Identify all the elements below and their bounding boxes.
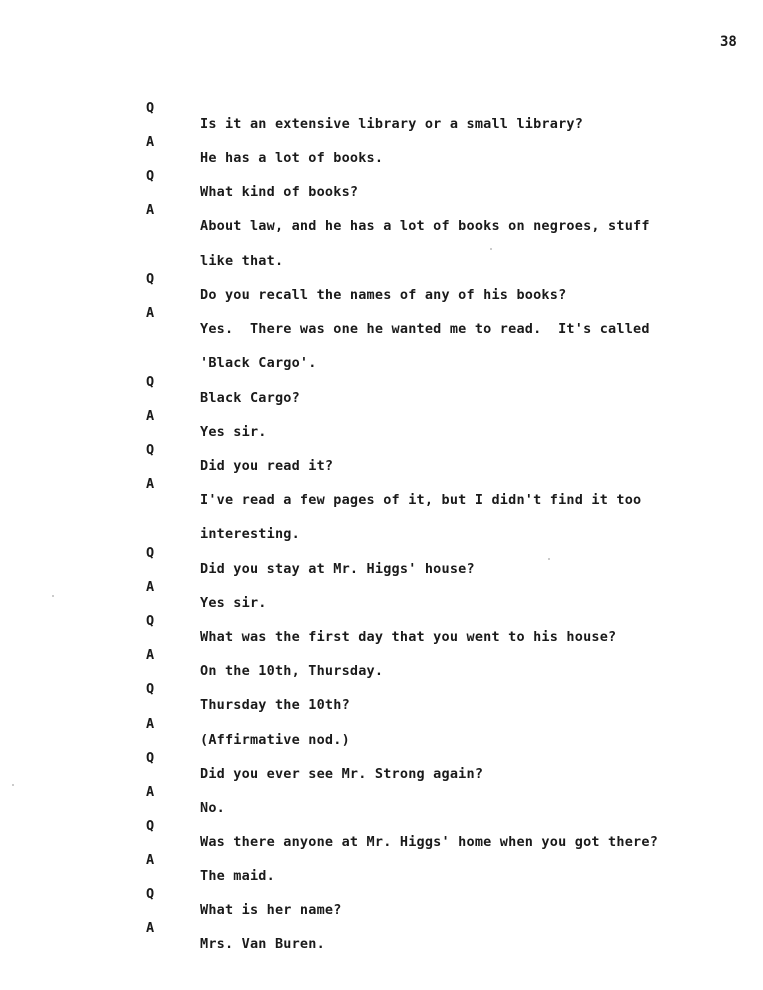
speaker-label: Q	[146, 168, 155, 184]
speaker-label: A	[146, 852, 155, 868]
line-text: Yes sir.	[200, 595, 267, 611]
line-text: No.	[200, 800, 225, 816]
line-text: Is it an extensive library or a small library?	[200, 116, 584, 132]
line-text: Black Cargo?	[200, 390, 300, 406]
line-text: Do you recall the names of any of his books?	[200, 287, 567, 303]
line-text: Mrs. Van Buren.	[200, 936, 325, 952]
line-text: What was the first day that you went to his house?	[200, 629, 617, 645]
line-text: Did you ever see Mr. Strong again?	[200, 766, 484, 782]
line-text: Was there anyone at Mr. Higgs' home when you got there?	[200, 834, 659, 850]
line-text: On the 10th, Thursday.	[200, 663, 384, 679]
line-text: About law, and he has a lot of books on negroes, stuff	[200, 218, 650, 234]
transcript-line	[0, 836, 275, 884]
speaker-label: Q	[146, 818, 155, 834]
scan-speck	[52, 595, 54, 597]
speaker-label: Q	[146, 442, 155, 458]
line-text: I've read a few pages of it, but I didn't find it too	[200, 492, 642, 508]
speaker-label: Q	[146, 271, 155, 287]
speaker-label: A	[146, 476, 155, 492]
transcript-line	[0, 494, 300, 542]
transcript-line	[0, 84, 584, 132]
transcript-line	[0, 221, 284, 269]
speaker-label: A	[146, 134, 155, 150]
line-text: The maid.	[200, 868, 275, 884]
transcript-line	[0, 563, 267, 611]
scan-speck	[12, 784, 14, 786]
line-text: He has a lot of books.	[200, 150, 384, 166]
speaker-label: A	[146, 408, 155, 424]
transcript-line	[0, 358, 300, 406]
speaker-label: Q	[146, 750, 155, 766]
line-text: Thursday the 10th?	[200, 697, 350, 713]
speaker-label: A	[146, 784, 155, 800]
line-text: interesting.	[200, 526, 300, 542]
line-text: Yes. There was one he wanted me to read. It's called	[200, 321, 650, 337]
line-text: Did you read it?	[200, 458, 334, 474]
line-text: Yes sir.	[200, 424, 267, 440]
speaker-label: Q	[146, 545, 155, 561]
speaker-label: A	[146, 716, 155, 732]
speaker-label: A	[146, 647, 155, 663]
line-text: What kind of books?	[200, 184, 359, 200]
line-text: (Affirmative nod.)	[200, 732, 350, 748]
speaker-label: Q	[146, 100, 155, 116]
page-number: 38	[720, 34, 737, 50]
speaker-label: A	[146, 202, 155, 218]
transcript-line	[0, 118, 384, 166]
line-text: 'Black Cargo'.	[200, 355, 317, 371]
transcript-line	[0, 631, 384, 679]
line-text: Did you stay at Mr. Higgs' house?	[200, 561, 475, 577]
transcript-line	[0, 768, 225, 816]
scan-speck	[548, 558, 550, 560]
speaker-label: A	[146, 579, 155, 595]
scan-speck	[490, 248, 492, 250]
speaker-label: Q	[146, 886, 155, 902]
speaker-label: Q	[146, 374, 155, 390]
speaker-label: Q	[146, 681, 155, 697]
speaker-label: Q	[146, 613, 155, 629]
line-text: like that.	[200, 253, 284, 269]
speaker-label: A	[146, 305, 155, 321]
transcript-line	[0, 323, 317, 371]
speaker-label: A	[146, 920, 155, 936]
line-text: What is her name?	[200, 902, 342, 918]
